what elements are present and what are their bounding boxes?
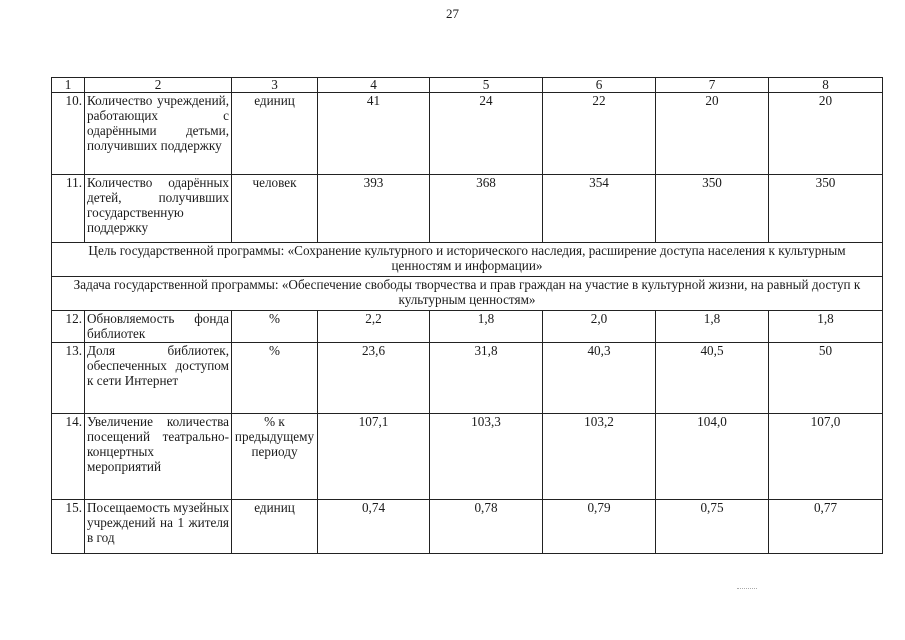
unit-cell: человек [232, 175, 318, 243]
indicator-name: Количество учреждений, работающих с одарёнными детьми, получивших поддержку [85, 93, 232, 175]
column-number-6: 6 [543, 78, 656, 93]
unit-cell: % [232, 311, 318, 343]
column-number-5: 5 [430, 78, 543, 93]
column-number-1: 1 [52, 78, 85, 93]
indicator-name: Количество одарённых детей, получивших государственную поддержку [85, 175, 232, 243]
value-cell: 24 [430, 93, 543, 175]
value-cell: 20 [769, 93, 883, 175]
row-number: 12. [52, 311, 85, 343]
table-row [52, 414, 883, 500]
value-cell: 0,77 [769, 500, 883, 554]
indicator-name: Посещаемость музейных учреждений на 1 жителя в год [85, 500, 232, 554]
value-cell: 40,3 [543, 343, 656, 414]
value-cell: 103,3 [430, 414, 543, 500]
value-cell: 1,8 [769, 311, 883, 343]
value-cell: 2,2 [318, 311, 430, 343]
table-row [52, 93, 883, 175]
value-cell: 0,74 [318, 500, 430, 554]
value-cell: 368 [430, 175, 543, 243]
row-number: 13. [52, 343, 85, 414]
program-goal: Цель государственной программы: «Сохранение культурного и исторического наследия, расширение доступа населения к культурным ценностям и информации» [52, 243, 883, 277]
row-number: 11. [52, 175, 85, 243]
value-cell: 31,8 [430, 343, 543, 414]
table-row [52, 500, 883, 554]
value-cell: 22 [543, 93, 656, 175]
row-number: 14. [52, 414, 85, 500]
indicator-name: Доля библиотек, обеспеченных доступом к сети Интернет [85, 343, 232, 414]
value-cell: 50 [769, 343, 883, 414]
value-cell: 107,1 [318, 414, 430, 500]
unit-cell: единиц [232, 500, 318, 554]
column-number-4: 4 [318, 78, 430, 93]
value-cell: 0,79 [543, 500, 656, 554]
value-cell: 354 [543, 175, 656, 243]
indicators-table [51, 77, 883, 554]
value-cell: 0,78 [430, 500, 543, 554]
indicator-name: Увеличение количества посещений театрально-концертных мероприятий [85, 414, 232, 500]
table-row [52, 175, 883, 243]
indicator-name: Обновляемость фонда библиотек [85, 311, 232, 343]
goal-row [52, 243, 883, 277]
value-cell: 107,0 [769, 414, 883, 500]
row-number: 15. [52, 500, 85, 554]
value-cell: 0,75 [656, 500, 769, 554]
value-cell: 23,6 [318, 343, 430, 414]
page-number: 27 [446, 6, 459, 21]
scan-mark [737, 588, 757, 590]
value-cell: 104,0 [656, 414, 769, 500]
table-row [52, 343, 883, 414]
table-row [52, 311, 883, 343]
value-cell: 40,5 [656, 343, 769, 414]
value-cell: 350 [656, 175, 769, 243]
value-cell: 41 [318, 93, 430, 175]
row-number: 10. [52, 93, 85, 175]
column-number-8: 8 [769, 78, 883, 93]
value-cell: 1,8 [656, 311, 769, 343]
program-task: Задача государственной программы: «Обеспечение свободы творчества и прав граждан на участие в культурной жизни, на равный доступ к культурным ценностям» [52, 277, 883, 311]
column-number-7: 7 [656, 78, 769, 93]
unit-cell: единиц [232, 93, 318, 175]
value-cell: 2,0 [543, 311, 656, 343]
task-row [52, 277, 883, 311]
column-number-2: 2 [85, 78, 232, 93]
unit-cell: % [232, 343, 318, 414]
value-cell: 20 [656, 93, 769, 175]
unit-cell: % к предыдущему периоду [232, 414, 318, 500]
value-cell: 350 [769, 175, 883, 243]
value-cell: 1,8 [430, 311, 543, 343]
column-numbers-row [52, 78, 883, 93]
value-cell: 103,2 [543, 414, 656, 500]
column-number-3: 3 [232, 78, 318, 93]
value-cell: 393 [318, 175, 430, 243]
